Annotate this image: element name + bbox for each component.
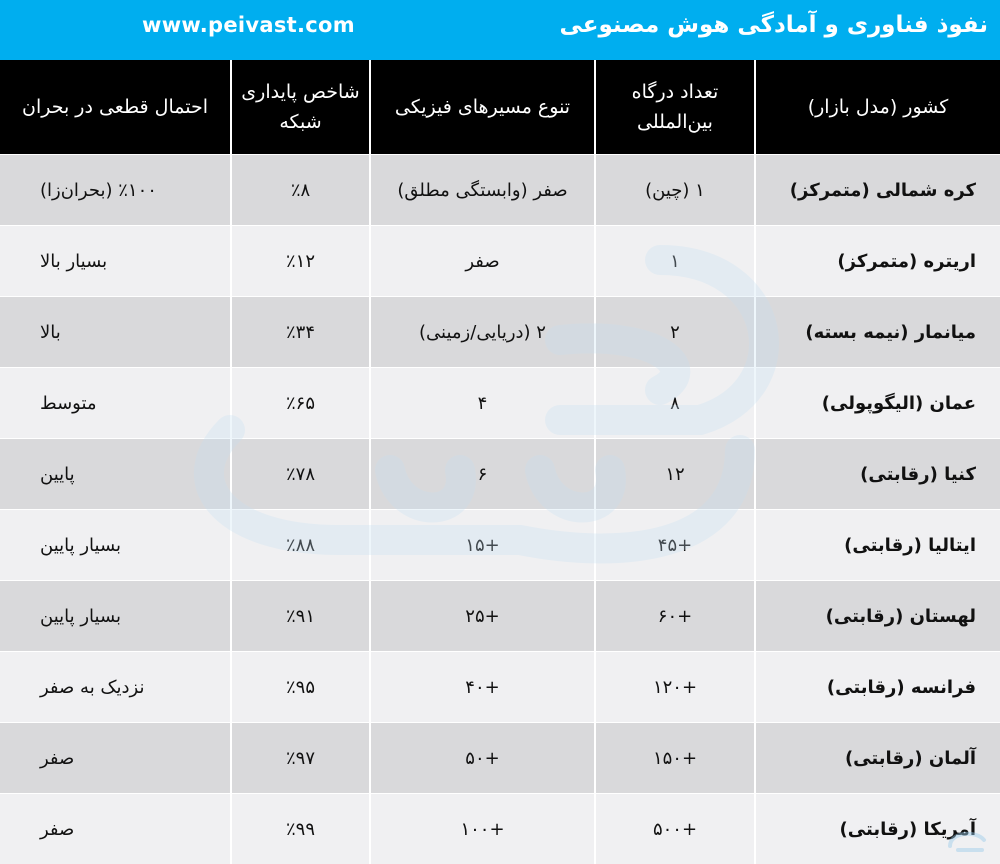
cell-resilience-index: ٪۸ (231, 155, 370, 226)
cell-country: عمان (الیگوپولی) (755, 368, 1000, 439)
table-row (0, 226, 1000, 297)
cell-gateways: ۱ (چین) (595, 155, 755, 226)
cell-resilience-index: ٪۹۱ (231, 581, 370, 652)
cell-path-diversity: ۲ (دریایی/زمینی) (370, 297, 595, 368)
table-row (0, 297, 1000, 368)
cell-gateways: ۲ (595, 297, 755, 368)
cell-outage-probability: بسیار بالا (0, 226, 231, 297)
table-row (0, 368, 1000, 439)
comparison-table (0, 60, 1000, 864)
column-header-country: کشور (مدل بازار) (755, 60, 1000, 155)
column-header-outage-probability: احتمال قطعی در بحران (0, 60, 231, 155)
website-label[interactable]: www.peivast.com (142, 13, 355, 37)
page-title: نفوذ فناوری و آمادگی هوش مصنوعی (560, 12, 988, 38)
cell-resilience-index: ٪۹۵ (231, 652, 370, 723)
cell-country: میانمار (نیمه بسته) (755, 297, 1000, 368)
cell-gateways: +۱۵۰ (595, 723, 755, 794)
cell-path-diversity: ۶ (370, 439, 595, 510)
cell-country: کره شمالی (متمرکز) (755, 155, 1000, 226)
cell-outage-probability: صفر (0, 723, 231, 794)
cell-outage-probability: ٪۱۰۰ (بحران‌زا) (0, 155, 231, 226)
table-row (0, 723, 1000, 794)
cell-gateways: ۸ (595, 368, 755, 439)
cell-outage-probability: بسیار پایین (0, 581, 231, 652)
cell-path-diversity: +۱۰۰ (370, 794, 595, 864)
cell-gateways: +۵۰۰ (595, 794, 755, 864)
cell-outage-probability: بسیار پایین (0, 510, 231, 581)
cell-path-diversity: صفر (وابستگی مطلق) (370, 155, 595, 226)
column-header-gateways: تعداد درگاه بین‌المللی (595, 60, 755, 155)
cell-path-diversity: +۱۵ (370, 510, 595, 581)
cell-resilience-index: ٪۶۵ (231, 368, 370, 439)
table-header-row (0, 60, 1000, 155)
cell-path-diversity: +۵۰ (370, 723, 595, 794)
cell-resilience-index: ٪۳۴ (231, 297, 370, 368)
cell-outage-probability: صفر (0, 794, 231, 864)
table-row (0, 794, 1000, 864)
table-row (0, 581, 1000, 652)
cell-country: آلمان (رقابتی) (755, 723, 1000, 794)
cell-gateways: +۶۰ (595, 581, 755, 652)
cell-outage-probability: بالا (0, 297, 231, 368)
header-bar (0, 0, 1000, 60)
column-header-resilience-index: شاخص پایداری شبکه (231, 60, 370, 155)
cell-country: کنیا (رقابتی) (755, 439, 1000, 510)
table-row (0, 652, 1000, 723)
table-row (0, 155, 1000, 226)
cell-country: ایتالیا (رقابتی) (755, 510, 1000, 581)
cell-resilience-index: ٪۹۹ (231, 794, 370, 864)
table-row (0, 510, 1000, 581)
cell-gateways: +۴۵ (595, 510, 755, 581)
cell-resilience-index: ٪۷۸ (231, 439, 370, 510)
corner-logo-icon (946, 826, 990, 856)
cell-path-diversity: +۴۰ (370, 652, 595, 723)
cell-outage-probability: پایین (0, 439, 231, 510)
cell-gateways: ۱۲ (595, 439, 755, 510)
cell-resilience-index: ٪۸۸ (231, 510, 370, 581)
cell-outage-probability: متوسط (0, 368, 231, 439)
cell-outage-probability: نزدیک به صفر (0, 652, 231, 723)
cell-gateways: ۱ (595, 226, 755, 297)
cell-gateways: +۱۲۰ (595, 652, 755, 723)
cell-country: لهستان (رقابتی) (755, 581, 1000, 652)
cell-country: اریتره (متمرکز) (755, 226, 1000, 297)
cell-resilience-index: ٪۹۷ (231, 723, 370, 794)
cell-path-diversity: صفر (370, 226, 595, 297)
cell-path-diversity: +۲۵ (370, 581, 595, 652)
cell-resilience-index: ٪۱۲ (231, 226, 370, 297)
cell-country: فرانسه (رقابتی) (755, 652, 1000, 723)
column-header-path-diversity: تنوع مسیرهای فیزیکی (370, 60, 595, 155)
cell-path-diversity: ۴ (370, 368, 595, 439)
cell-country: آمریکا (رقابتی) (755, 794, 1000, 864)
table-row (0, 439, 1000, 510)
